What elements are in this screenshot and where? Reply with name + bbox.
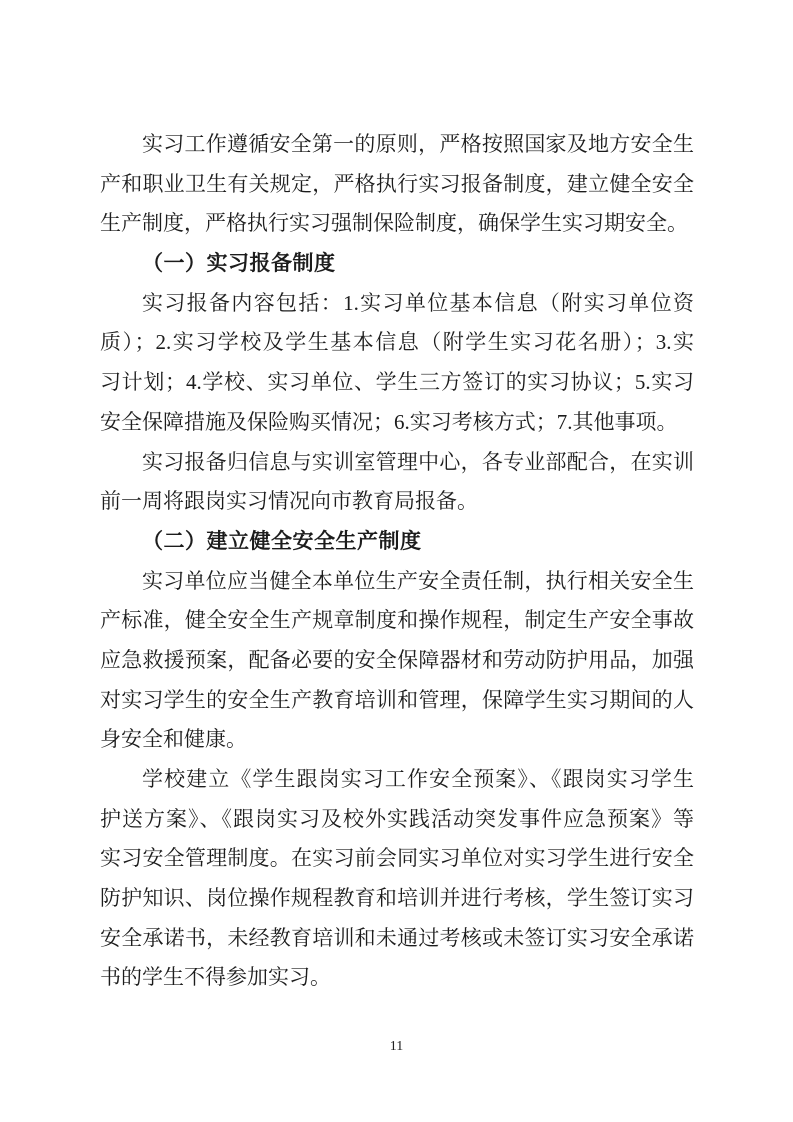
page-number: 11: [389, 1039, 404, 1054]
paragraph-line: 对实习学生的安全生产教育培训和管理，保障学生实习期间的人: [100, 687, 694, 712]
paragraph-line: 实习安全管理制度。在实习前会同实习单位对实习学生进行安全: [100, 846, 694, 871]
paragraph-line: 护送方案》、《跟岗实习及校外实践活动突发事件应急预案》等: [100, 806, 694, 831]
paragraph-line: 质）；2.实习学校及学生基本信息（附学生实习花名册）；3.实: [100, 330, 694, 355]
paragraph-line: 产和职业卫生有关规定，严格执行实习报备制度，建立健全安全: [100, 171, 694, 196]
paragraph-line: 防护知识、岗位操作规程教育和培训并进行考核，学生签订实习: [100, 886, 694, 911]
paragraph-line: 实习报备内容包括：1.实习单位基本信息（附实习单位资: [142, 290, 694, 315]
paragraph-line: 实习报备归信息与实训室管理中心，各专业部配合，在实训: [142, 449, 694, 474]
paragraph-line: 产标准，健全安全生产规章制度和操作规程，制定生产安全事故: [100, 608, 694, 633]
paragraph-line: 生产制度，严格执行实习强制保险制度，确保学生实习期安全。: [100, 211, 688, 236]
document-body: [100, 125, 694, 998]
paragraph-line: 实习工作遵循安全第一的原则，严格按照国家及地方安全生: [142, 132, 694, 156]
paragraph-line: 身安全和健康。: [100, 727, 247, 752]
paragraph-line: 前一周将跟岗实习情况向市教育局报备。: [100, 489, 478, 514]
page-footer: [0, 1037, 793, 1055]
paragraph-line: 实习单位应当健全本单位生产安全责任制，执行相关安全生: [142, 568, 694, 593]
paragraph-line: 安全保障措施及保险购买情况；6.实习考核方式；7.其他事项。: [100, 409, 678, 434]
paragraph-line: 习计划；4.学校、实习单位、学生三方签订的实习协议；5.实习: [100, 370, 694, 395]
paragraph-line: 应急救援预案，配备必要的安全保障器材和劳动防护用品，加强: [100, 647, 694, 672]
paragraph-line: 安全承诺书，未经教育培训和未通过考核或未签订实习安全承诺: [100, 925, 694, 950]
section-heading: （一）实习报备制度: [142, 251, 336, 276]
paragraph-line: 书的学生不得参加实习。: [100, 965, 331, 990]
section-heading: （二）建立健全安全生产制度: [142, 528, 422, 553]
paragraph-line: 学校建立《学生跟岗实习工作安全预案》、《跟岗实习学生: [142, 767, 694, 791]
